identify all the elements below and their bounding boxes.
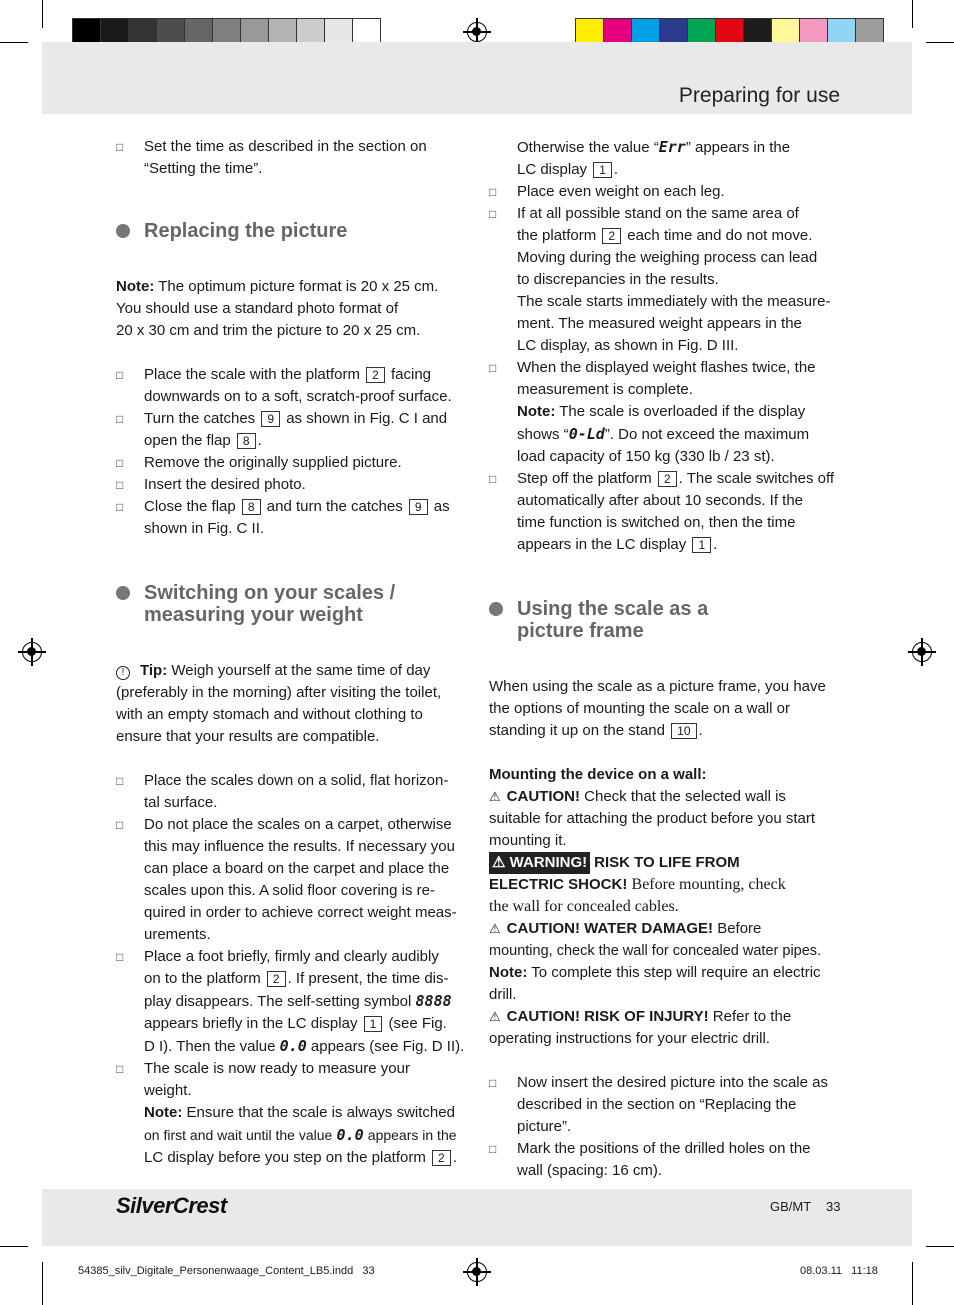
- crop-mark: [912, 0, 913, 28]
- slug-date: 08.03.11 11:18: [800, 1265, 878, 1277]
- list-item: □ Place the scales down on a solid, flat horizon- tal surface.: [116, 772, 449, 811]
- crop-mark: [42, 0, 43, 28]
- lcd-symbol: 0.0: [336, 1126, 364, 1144]
- list-item: □ Remove the originally supplied picture.: [116, 454, 402, 471]
- left-column: [116, 136, 468, 1169]
- list-item: □ Place the scale with the platform 2 facing downwards on to a soft, scratch-proof surface.: [116, 366, 452, 405]
- right-column: [489, 136, 841, 1182]
- slug-filename: 54385_silv_Digitale_Personenwaage_Content_LB5.indd 33: [78, 1265, 375, 1277]
- caution-paragraph: ⚠ CAUTION! RISK OF INJURY! Refer to the operating instructions for your electric drill.: [489, 1008, 792, 1047]
- section-heading: Switching on your scales / measuring your weight: [116, 582, 468, 626]
- crop-mark: [42, 1262, 43, 1305]
- language-code: GB/MT: [770, 1199, 812, 1214]
- crop-mark: [926, 1246, 954, 1247]
- paragraph: When using the scale as a picture frame, you have the options of mounting the scale on a wall or standing it up on the stand 10 .: [489, 678, 826, 739]
- list-item: □ Do not place the scales on a carpet, otherwise this may influence the results. If necessary you can place a board on the carpet and place the scales upon this. A solid floor covering is re- quired in order to achieve correct weight meas- urements.: [116, 816, 457, 943]
- list-item: □ Step off the platform 2 . The scale switches off automatically after about 10 seconds. If the time function is switched on, then the time appears in the LC display 1 .: [489, 470, 835, 553]
- lcd-symbol: 8888: [415, 992, 452, 1010]
- list-item: □ Mark the positions of the drilled holes on the wall (spacing: 16 cm).: [489, 1140, 811, 1179]
- warning-badge: ⚠ WARNING!: [489, 852, 590, 874]
- tip-icon: !: [116, 666, 130, 680]
- registration-mark-icon: [22, 642, 42, 662]
- registration-mark-icon: [912, 642, 932, 662]
- warning-triangle-icon: ⚠: [489, 789, 501, 804]
- warning-triangle-icon: ⚠: [489, 1009, 501, 1024]
- list-item: □ Set the time as described in the section on “Setting the time”.: [116, 138, 427, 177]
- warning-triangle-icon: ⚠: [492, 854, 506, 871]
- registration-mark-icon: [467, 1262, 487, 1282]
- list-item: □ The scale is now ready to measure your weight. Note: Ensure that the scale is always switched on first and wait until the value 0.0 appears in the LC display before you step on the platform 2 .: [116, 1060, 457, 1166]
- list-item: □ Place a foot briefly, firmly and clearly audibly on to the platform 2 . If present, the time dis- play disappears. The self-setting symbol 8888 appears briefly in the LC display 1 (see Fig. D I). Then the value 0.0 appears (see Fig. D II).: [116, 948, 465, 1055]
- page-title: Preparing for use: [678, 84, 840, 107]
- lcd-symbol: 0-Ld: [568, 425, 605, 443]
- list-item: □ Close the flap 8 and turn the catches 9 as shown in Fig. C II.: [116, 498, 450, 537]
- section-heading: Replacing the picture: [116, 220, 468, 242]
- list-item: □ When the displayed weight flashes twice, the measurement is complete. Note: The scale is overloaded if the display shows “0-Ld”. Do not exceed the maximum load capacity of 150 kg (330 lb / 23 st).: [489, 359, 816, 465]
- bullet-dot-icon: [116, 224, 130, 238]
- caution-paragraph: ⚠ CAUTION! WATER DAMAGE! Before mounting, check the wall for concealed water pipes.: [489, 920, 822, 959]
- subheading: Mounting the device on a wall:: [489, 766, 707, 783]
- warning-paragraph: ⚠ WARNING! RISK TO LIFE FROM ELECTRIC SHOCK! Before mounting, check the wall for concealed cables.: [489, 854, 786, 915]
- section-heading: Using the scale as a picture frame: [489, 598, 841, 642]
- crop-mark: [926, 42, 954, 43]
- list-item: □ Place even weight on each leg.: [489, 183, 725, 200]
- note-paragraph: Note: The optimum picture format is 20 x 25 cm. You should use a standard photo format of 20 x 30 cm and trim the picture to 20 x 25 cm.: [116, 278, 439, 339]
- brand-logo: SilverCrest: [116, 1193, 227, 1218]
- list-item: □ If at all possible stand on the same area of the platform 2 each time and do not move. Moving during the weighing process can lead to discrepancies in the results. The scale starts immediately with the measure- ment. The measured weight appears in the LC display, as shown in Fig. D III.: [489, 205, 831, 354]
- bullet-dot-icon: [489, 602, 503, 616]
- lcd-symbol: 0.0: [279, 1037, 307, 1055]
- list-item: □ Now insert the desired picture into the scale as described in the section on “Replacing the picture”.: [489, 1074, 828, 1135]
- note-paragraph: Note: To complete this step will require an electric drill.: [489, 964, 821, 1003]
- lcd-symbol: Err: [658, 138, 686, 156]
- list-item: □ Insert the desired photo.: [116, 476, 306, 493]
- crop-mark: [912, 1262, 913, 1305]
- page-number: 33: [826, 1199, 841, 1214]
- list-item-continuation: Otherwise the value “Err” appears in the LC display 1 .: [517, 138, 791, 178]
- bullet-dot-icon: [116, 586, 130, 600]
- tip-paragraph: ! Tip: Weigh yourself at the same time of day (preferably in the morning) after visiting the toilet, with an empty stomach and without clothing to ensure that your results are compatible.: [116, 662, 442, 745]
- warning-triangle-icon: ⚠: [489, 921, 501, 936]
- list-item: □ Turn the catches 9 as shown in Fig. C I and open the flap 8 .: [116, 410, 448, 449]
- caution-paragraph: ⚠ CAUTION! Check that the selected wall is suitable for attaching the product before you start mounting it.: [489, 788, 816, 849]
- crop-mark: [0, 1246, 28, 1247]
- registration-mark-icon: [467, 22, 487, 42]
- crop-mark: [0, 42, 28, 43]
